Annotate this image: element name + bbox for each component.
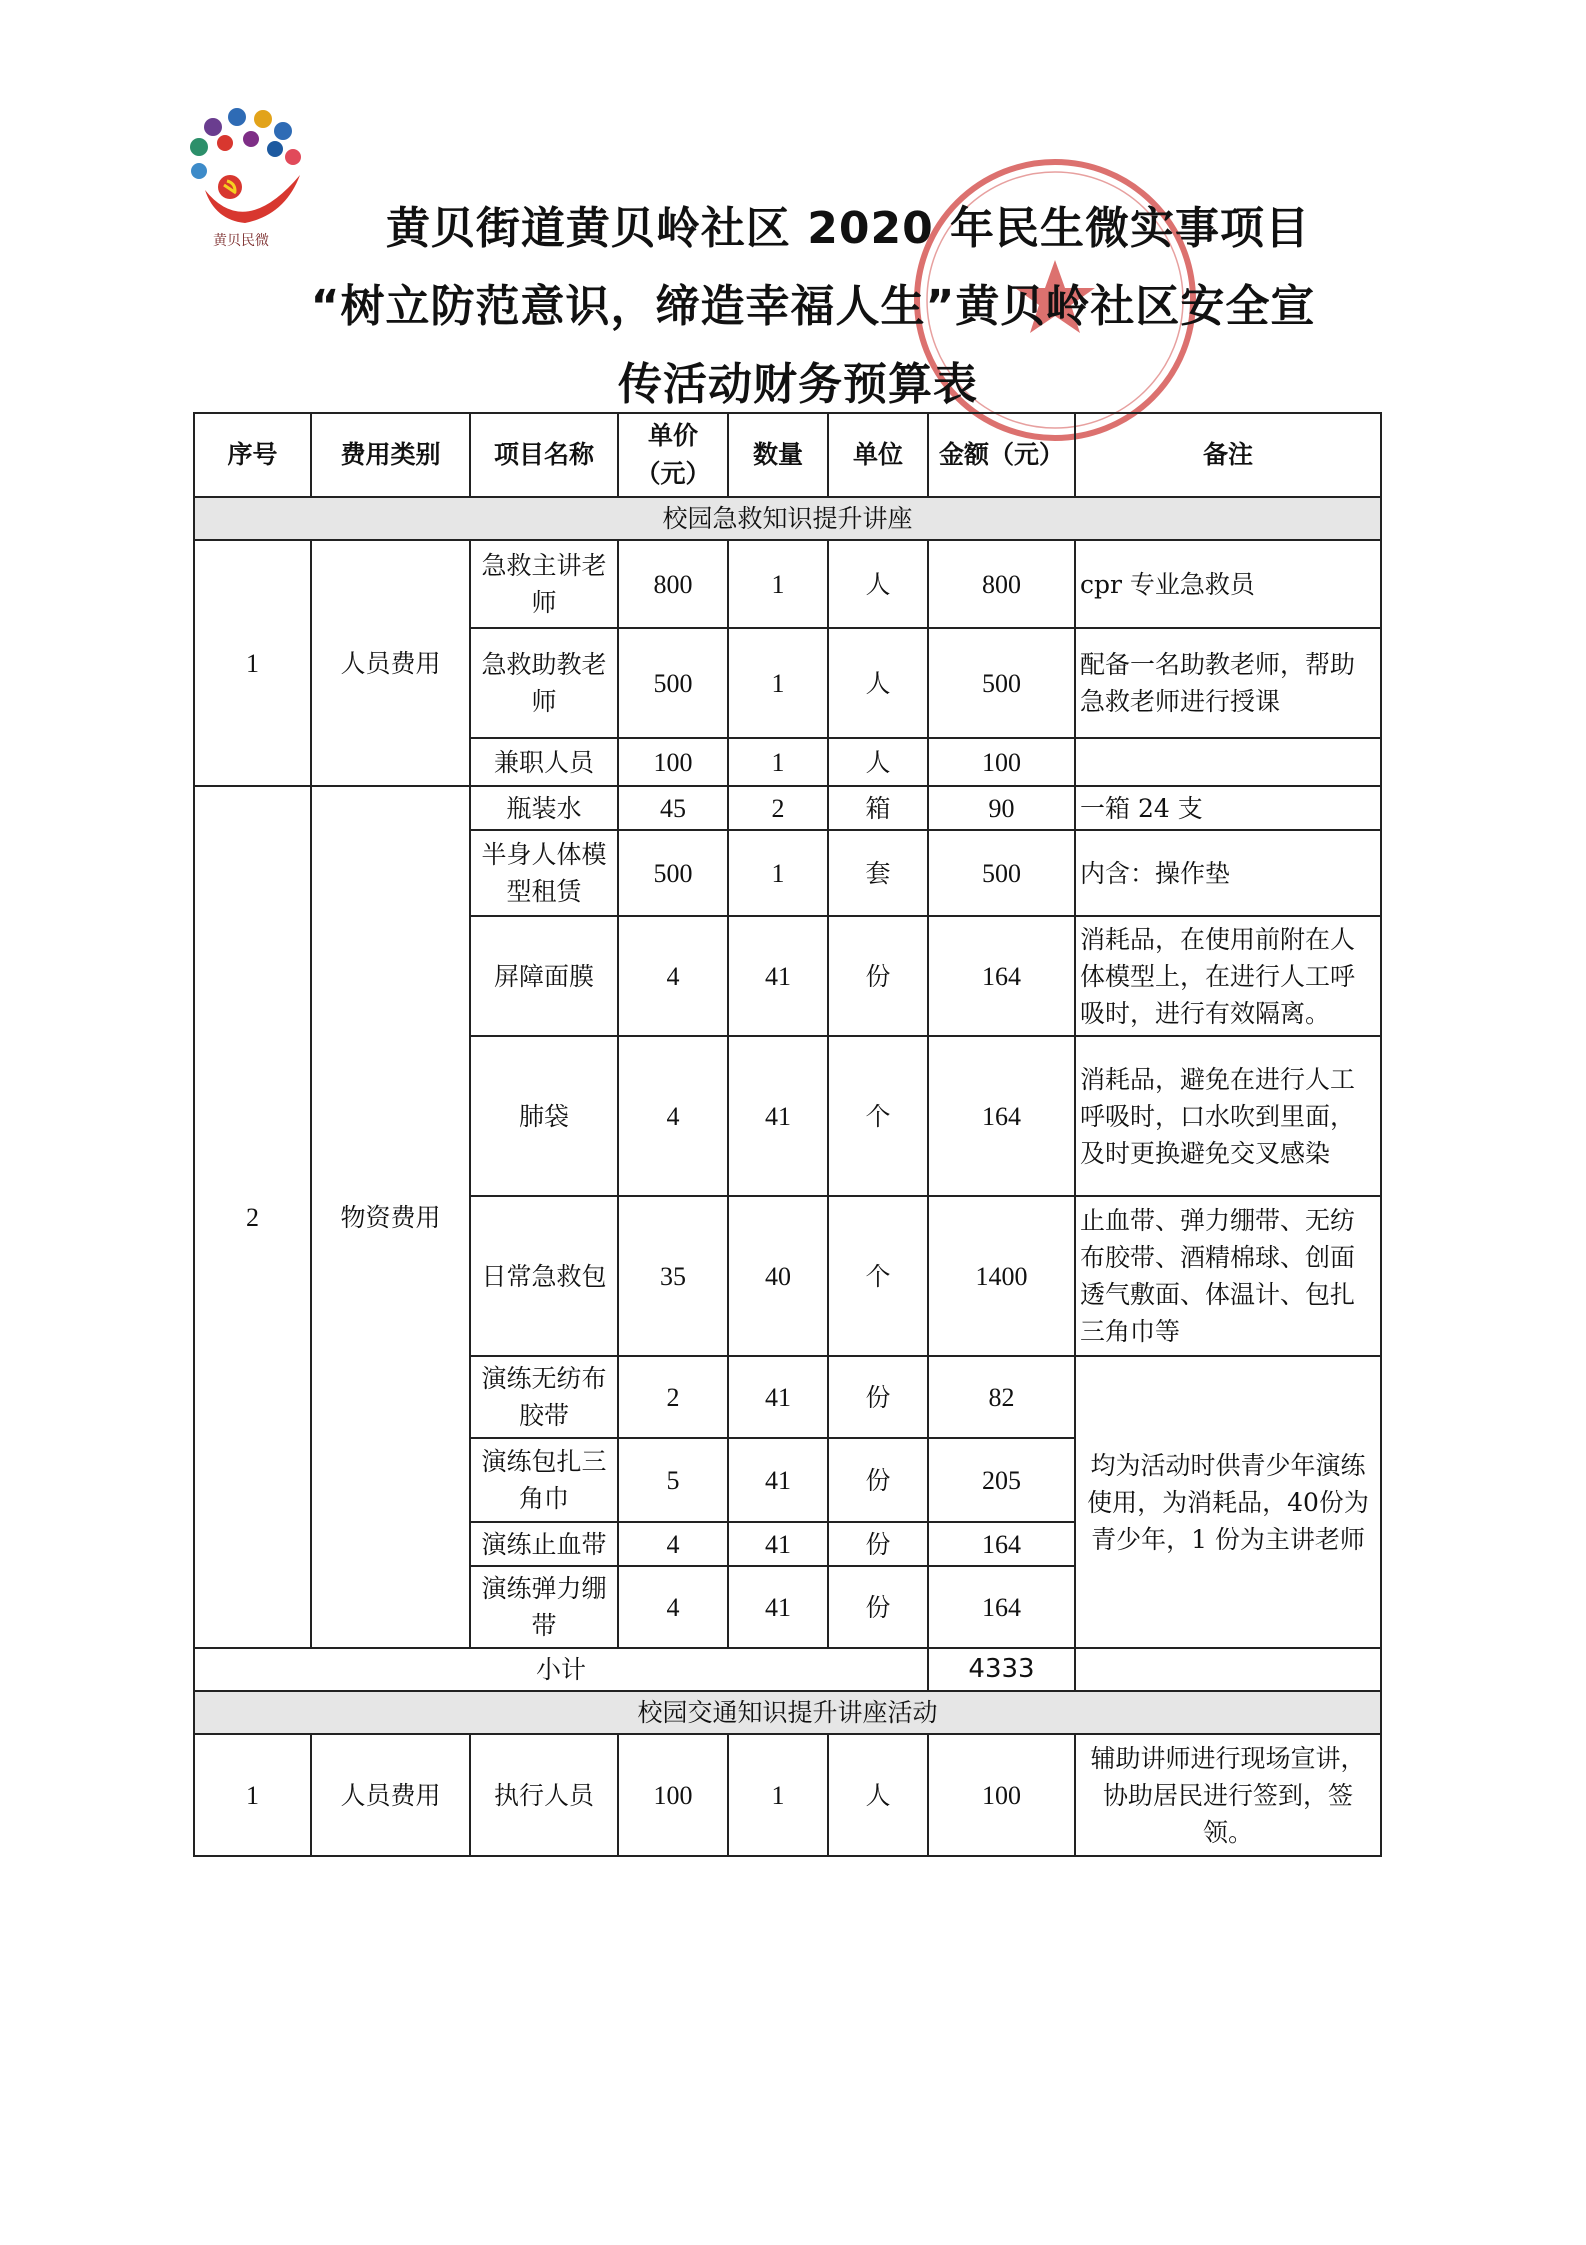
item-name-cell: 屏障面膜 <box>470 916 618 1036</box>
seq-cell: 1 <box>194 1734 311 1856</box>
category-cell: 物资费用 <box>311 786 470 1648</box>
unit-cell: 份 <box>828 1438 928 1522</box>
qty-cell: 2 <box>728 786 828 830</box>
item-name-cell: 瓶装水 <box>470 786 618 830</box>
amount-cell: 500 <box>928 830 1075 916</box>
unit-cell: 人 <box>828 738 928 786</box>
logo-dot <box>190 138 208 156</box>
price-cell: 800 <box>618 540 728 628</box>
category-cell: 人员费用 <box>311 1734 470 1856</box>
subtotal-row <box>194 1648 1381 1691</box>
category-cell: 人员费用 <box>311 540 470 786</box>
header-note: 备注 <box>1075 413 1381 497</box>
price-cell: 2 <box>618 1356 728 1438</box>
price-cell: 5 <box>618 1438 728 1522</box>
logo-dot <box>243 131 259 147</box>
amount-cell: 1400 <box>928 1196 1075 1356</box>
item-name-cell: 肺袋 <box>470 1036 618 1196</box>
logo-dot <box>217 135 233 151</box>
amount-cell: 164 <box>928 1566 1075 1648</box>
qty-cell: 1 <box>728 540 828 628</box>
qty-cell: 1 <box>728 1734 828 1856</box>
header-seq: 序号 <box>194 413 311 497</box>
price-cell: 35 <box>618 1196 728 1356</box>
amount-cell: 100 <box>928 738 1075 786</box>
qty-cell: 1 <box>728 738 828 786</box>
logo-dot <box>267 141 283 157</box>
item-name-cell: 急救主讲老师 <box>470 540 618 628</box>
section-title: 校园交通知识提升讲座活动 <box>194 1691 1381 1734</box>
qty-cell: 1 <box>728 628 828 738</box>
price-cell: 500 <box>618 628 728 738</box>
unit-cell: 人 <box>828 540 928 628</box>
amount-cell: 500 <box>928 628 1075 738</box>
item-name-cell: 演练无纺布胶带 <box>470 1356 618 1438</box>
note-cell: 消耗品，避免在进行人工呼吸时，口水吹到里面，及时更换避免交叉感染 <box>1075 1036 1381 1196</box>
header-item: 项目名称 <box>470 413 618 497</box>
qty-cell: 41 <box>728 1036 828 1196</box>
item-name-cell: 执行人员 <box>470 1734 618 1856</box>
note-cell: 消耗品，在使用前附在人体模型上，在进行人工呼吸时，进行有效隔离。 <box>1075 916 1381 1036</box>
price-cell: 4 <box>618 1566 728 1648</box>
price-cell: 500 <box>618 830 728 916</box>
qty-cell: 1 <box>728 830 828 916</box>
logo-text: 黄贝民微 <box>213 233 269 249</box>
unit-cell: 人 <box>828 628 928 738</box>
title-line-1: 黄贝街道黄贝岭社区 2020 年民生微实事项目 <box>385 203 1311 254</box>
logo-dot <box>204 118 222 136</box>
unit-cell: 个 <box>828 1196 928 1356</box>
note-cell: 辅助讲师进行现场宣讲，协助居民进行签到，签领。 <box>1075 1734 1381 1856</box>
subtotal-label: 小计 <box>194 1648 928 1691</box>
table-row <box>194 786 1381 830</box>
note-cell: cpr 专业急救员 <box>1075 540 1381 628</box>
section-row <box>194 1691 1381 1734</box>
header-amount: 金额（元） <box>928 413 1075 497</box>
unit-cell: 份 <box>828 916 928 1036</box>
unit-cell: 人 <box>828 1734 928 1856</box>
section-row <box>194 497 1381 540</box>
amount-cell: 90 <box>928 786 1075 830</box>
price-cell: 100 <box>618 738 728 786</box>
unit-cell: 份 <box>828 1522 928 1566</box>
amount-cell: 82 <box>928 1356 1075 1438</box>
header-unit-price: 单价（元） <box>618 413 728 497</box>
item-name-cell: 演练包扎三角巾 <box>470 1438 618 1522</box>
table-row <box>194 540 1381 628</box>
unit-cell: 份 <box>828 1356 928 1438</box>
note-cell: 一箱 24 支 <box>1075 786 1381 830</box>
note-cell: 止血带、弹力绷带、无纺布胶带、酒精棉球、创面透气敷面、体温计、包扎三角巾等 <box>1075 1196 1381 1356</box>
table-row <box>194 1734 1381 1856</box>
item-name-cell: 演练弹力绷带 <box>470 1566 618 1648</box>
price-cell: 45 <box>618 786 728 830</box>
seq-cell: 1 <box>194 540 311 786</box>
logo-dot <box>191 163 207 179</box>
amount-cell: 100 <box>928 1734 1075 1856</box>
amount-cell: 164 <box>928 916 1075 1036</box>
note-cell-merged: 均为活动时供青少年演练使用，为消耗品，40份为青少年，1 份为主讲老师 <box>1075 1356 1381 1648</box>
amount-cell: 205 <box>928 1438 1075 1522</box>
qty-cell: 41 <box>728 1566 828 1648</box>
header-qty: 数量 <box>728 413 828 497</box>
unit-cell: 箱 <box>828 786 928 830</box>
qty-cell: 41 <box>728 1522 828 1566</box>
price-cell: 4 <box>618 916 728 1036</box>
note-cell <box>1075 738 1381 786</box>
qty-cell: 40 <box>728 1196 828 1356</box>
item-name-cell: 兼职人员 <box>470 738 618 786</box>
amount-cell: 800 <box>928 540 1075 628</box>
budget-table <box>193 412 1382 1857</box>
qty-cell: 41 <box>728 1438 828 1522</box>
item-name-cell: 演练止血带 <box>470 1522 618 1566</box>
logo-dot <box>254 110 272 128</box>
title-line-3: 传活动财务预算表 <box>618 359 978 410</box>
note-cell: 配备一名助教老师，帮助急救老师进行授课 <box>1075 628 1381 738</box>
unit-cell: 份 <box>828 1566 928 1648</box>
price-cell: 100 <box>618 1734 728 1856</box>
qty-cell: 41 <box>728 916 828 1036</box>
header-unit: 单位 <box>828 413 928 497</box>
header-category: 费用类别 <box>311 413 470 497</box>
qty-cell: 41 <box>728 1356 828 1438</box>
amount-cell: 164 <box>928 1522 1075 1566</box>
section-title: 校园急救知识提升讲座 <box>194 497 1381 540</box>
logo-dot <box>285 149 301 165</box>
item-name-cell: 半身人体模型租赁 <box>470 830 618 916</box>
logo-dot <box>274 122 292 140</box>
price-cell: 4 <box>618 1522 728 1566</box>
seq-cell: 2 <box>194 786 311 1648</box>
logo-dot <box>228 108 246 126</box>
item-name-cell: 日常急救包 <box>470 1196 618 1356</box>
price-cell: 4 <box>618 1036 728 1196</box>
note-cell: 内含：操作垫 <box>1075 830 1381 916</box>
header-row <box>194 413 1381 497</box>
unit-cell: 个 <box>828 1036 928 1196</box>
item-name-cell: 急救助教老师 <box>470 628 618 738</box>
subtotal-amount: 4333 <box>928 1648 1075 1691</box>
unit-cell: 套 <box>828 830 928 916</box>
title-line-2: “树立防范意识，缔造幸福人生”黄贝岭社区安全宣 <box>310 281 1316 332</box>
amount-cell: 164 <box>928 1036 1075 1196</box>
